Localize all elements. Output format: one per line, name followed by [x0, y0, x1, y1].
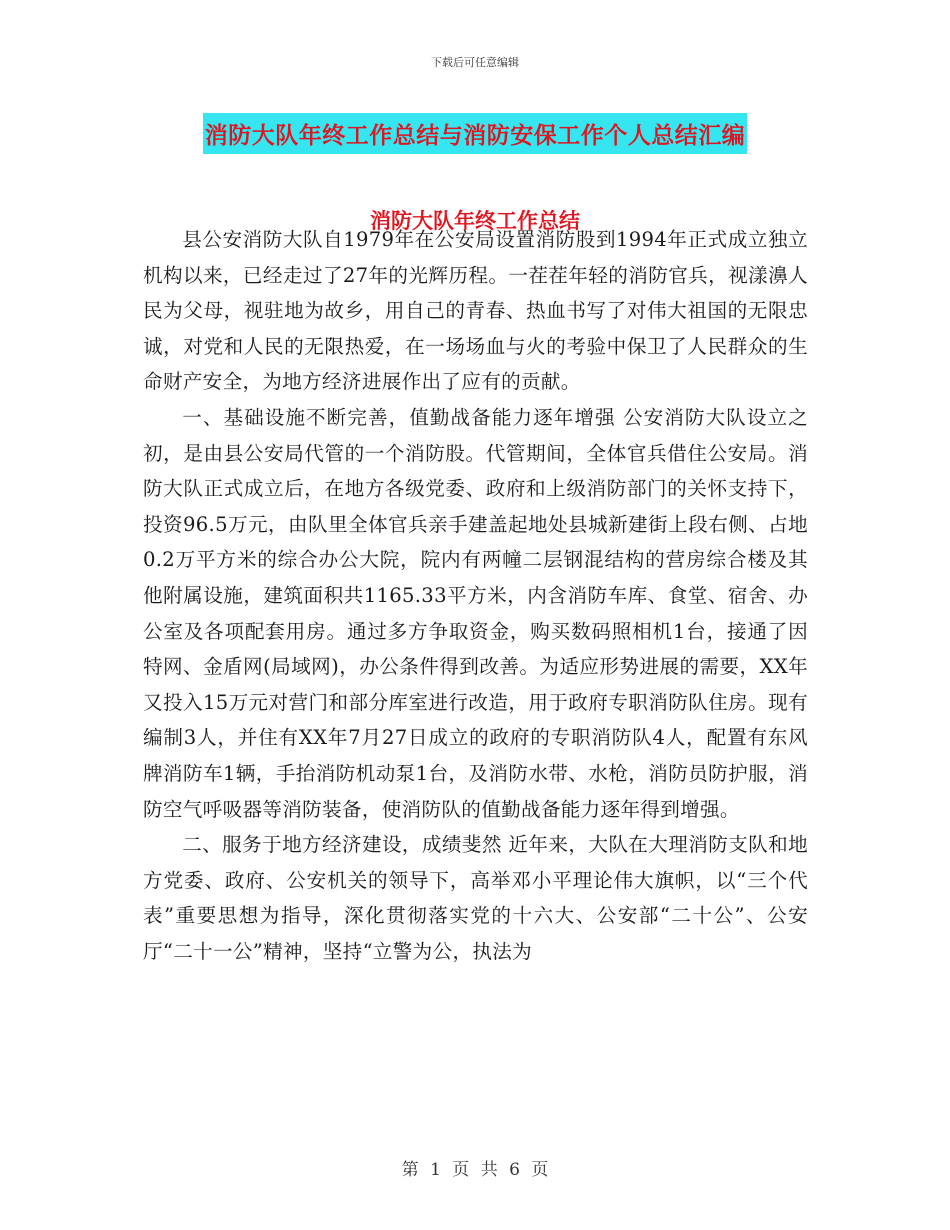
section-title: 消防大队年终工作总结: [370, 209, 580, 233]
paragraph-infrastructure: 一、基础设施不断完善，值勤战备能力逐年增强 公安消防大队设立之初，是由县公安局代管的一个消防股。代管期间，全体官兵借住公安局。消防大队正式成立后，在地方各级党委、政府和上级消防部门的关怀支持下，投资96.5万元，由队里全体官兵亲手建盖起地处县城新建街上段右侧、占地0.2万平方米的综合办公大院，院内有两幢二层钢混结构的营房综合楼及其他附属设施，建筑面积共1165.33平方米，内含消防车库、食堂、宿舍、办公室及各项配套用房。通过多方争取资金，购买数码照相机1台，接通了因特网、金盾网(局域网)，办公条件得到改善。为适应形势进展的需要，XX年又投入15万元对营门和部分库室进行改造，用于政府专职消防队住房。现有编制3人，并住有XX年7月27日成立的政府的专职消防队4人，配置有东风牌消防车1辆，手抬消防机动泵1台，及消防水带、水枪，消防员防护服，消防空气呼吸器等消防装备，使消防队的值勤战备能力逐年得到增强。: [143, 405, 808, 821]
document-body: [143, 222, 808, 969]
document-title: 消防大队年终工作总结与消防安保工作个人总结汇编: [203, 113, 748, 154]
paragraph-intro: 县公安消防大队自1979年在公安局设置消防股到1994年正式成立独立机构以来，已经走过了27年的光辉历程。一茬茬年轻的消防官兵，视漾濞人民为父母，视驻地为故乡，用自己的青春、热血书写了对伟大祖国的无限忠诚，对党和人民的无限热爱，在一场场血与火的考验中保卫了人民群众的生命财产安全，为地方经济进展作出了应有的贡献。: [143, 228, 808, 394]
page-header-note: 下载后可任意编辑: [431, 56, 519, 69]
paragraph-economic-service: 二、服务于地方经济建设，成绩斐然 近年来，大队在大理消防支队和地方党委、政府、公安机关的领导下，高举邓小平理论伟大旗帜，以“三个代表”重要思想为指导，深化贯彻落实党的十六大、公安部“二十公”、公安厅“二十一公”精神，坚持“立警为公，执法为: [143, 833, 808, 963]
page-footer: 第 1 页 共 6 页: [401, 1160, 549, 1180]
document-title-wrapper: [0, 113, 950, 154]
